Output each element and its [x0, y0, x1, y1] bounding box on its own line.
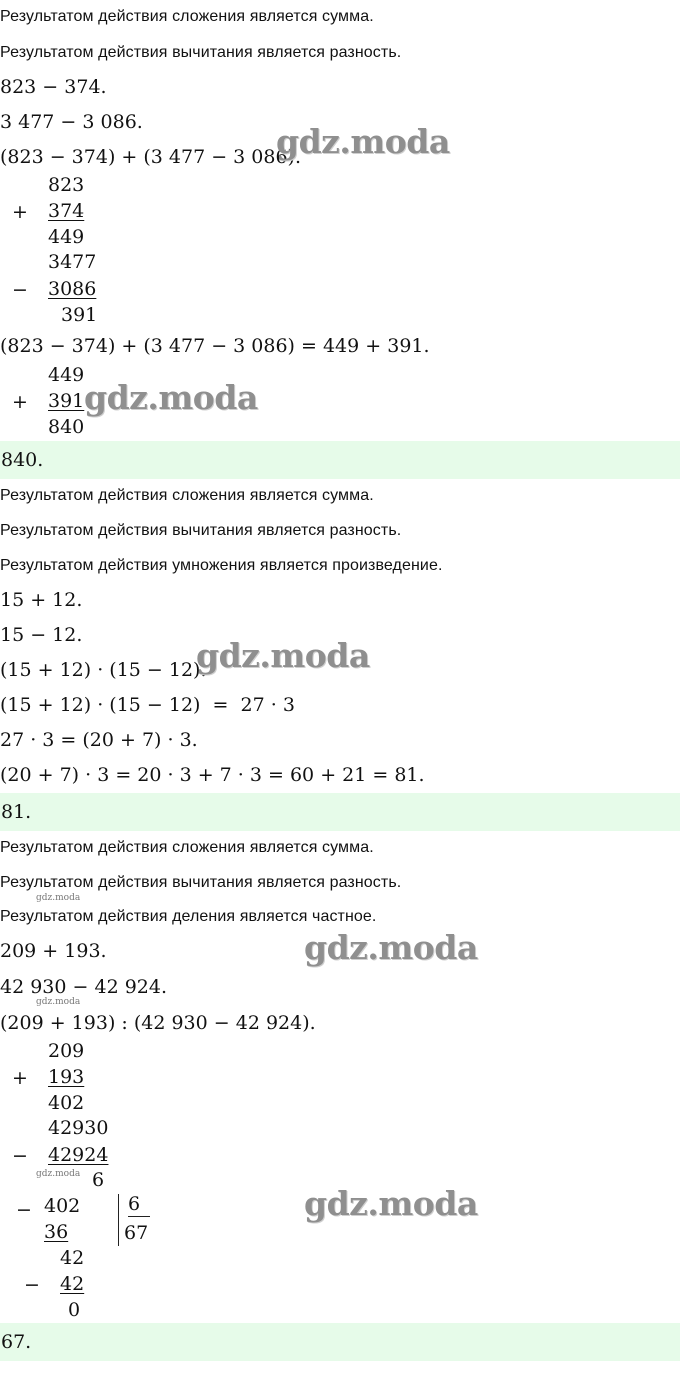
result: 402 [48, 1092, 85, 1114]
result: 840 [48, 416, 85, 438]
math-line: (823 − 374) + (3 477 − 3 086) = 449 + 391. [0, 335, 430, 357]
operator: − [24, 1274, 40, 1296]
operand: 42930 [48, 1117, 109, 1139]
operator: − [16, 1199, 32, 1221]
watermark-logo: gdz.moda [304, 928, 478, 967]
operand: 209 [48, 1040, 85, 1062]
math-line: 823 − 374. [0, 76, 107, 98]
watermark-logo: gdz.moda [36, 997, 81, 1007]
text-line: Результатом действия умножения является произведение. [0, 557, 443, 574]
partial-product: 42 [60, 1273, 85, 1295]
text-line: Результатом действия сложения является сумма. [0, 839, 374, 856]
text-line: Результатом действия вычитания является разность. [0, 44, 402, 61]
operand: 374 [48, 200, 85, 222]
operand: 193 [48, 1066, 85, 1088]
result: 6 [92, 1169, 105, 1191]
text-line: Результатом действия сложения является сумма. [0, 8, 374, 25]
remainder: 0 [68, 1299, 81, 1321]
text-line: Результатом действия вычитания является разность. [0, 874, 402, 891]
answer: 67. [1, 1331, 32, 1353]
math-line: (15 + 12) · (15 − 12) = 27 · 3 [0, 694, 295, 716]
math-line: 15 + 12. [0, 589, 83, 611]
math-line: (15 + 12) · (15 − 12). [0, 659, 207, 681]
partial-product: 36 [44, 1221, 69, 1243]
math-line: (823 − 374) + (3 477 − 3 086). [0, 146, 302, 168]
operator: + [12, 391, 28, 413]
text-line: Результатом действия сложения является сумма. [0, 487, 374, 504]
watermark-logo: gdz.moda [196, 636, 370, 675]
divisor: 6 [128, 1193, 150, 1217]
math-line: 27 · 3 = (20 + 7) · 3. [0, 729, 198, 751]
answer-band [0, 1323, 680, 1361]
math-line: (20 + 7) · 3 = 20 · 3 + 7 · 3 = 60 + 21 = 81. [0, 764, 425, 786]
math-line: (209 + 193) : (42 930 − 42 924). [0, 1012, 316, 1034]
answer: 840. [1, 449, 44, 471]
text-line: Результатом действия деления является частное. [0, 908, 377, 925]
remainder: 42 [60, 1247, 85, 1269]
math-line: 3 477 − 3 086. [0, 111, 143, 133]
math-line: 42 930 − 42 924. [0, 976, 168, 998]
operand: 449 [48, 364, 85, 386]
quotient: 67 [124, 1222, 149, 1244]
text-line: Результатом действия вычитания является разность. [0, 522, 402, 539]
answer: 81. [1, 801, 32, 823]
watermark-logo: gdz.moda [36, 1169, 81, 1179]
watermark-logo: gdz.moda [84, 378, 258, 417]
dividend: 402 [44, 1195, 81, 1217]
division-bar [118, 1194, 119, 1246]
operand: 42924 [48, 1144, 109, 1166]
operator: + [12, 1067, 28, 1089]
watermark-logo: gdz.moda [36, 893, 81, 903]
watermark-logo: gdz.moda [276, 122, 450, 161]
operator: − [12, 279, 28, 301]
operand: 3086 [48, 278, 97, 300]
operator: − [12, 1145, 28, 1167]
watermark-logo: gdz.moda [304, 1184, 478, 1223]
answer-band [0, 441, 680, 479]
operand: 823 [48, 174, 85, 196]
math-line: 209 + 193. [0, 940, 107, 962]
operand: 3477 [48, 251, 97, 273]
math-line: 15 − 12. [0, 624, 83, 646]
operand: 391 [48, 390, 85, 412]
result: 391 [61, 304, 98, 326]
operator: + [12, 201, 28, 223]
answer-band [0, 793, 680, 831]
result: 449 [48, 226, 85, 248]
